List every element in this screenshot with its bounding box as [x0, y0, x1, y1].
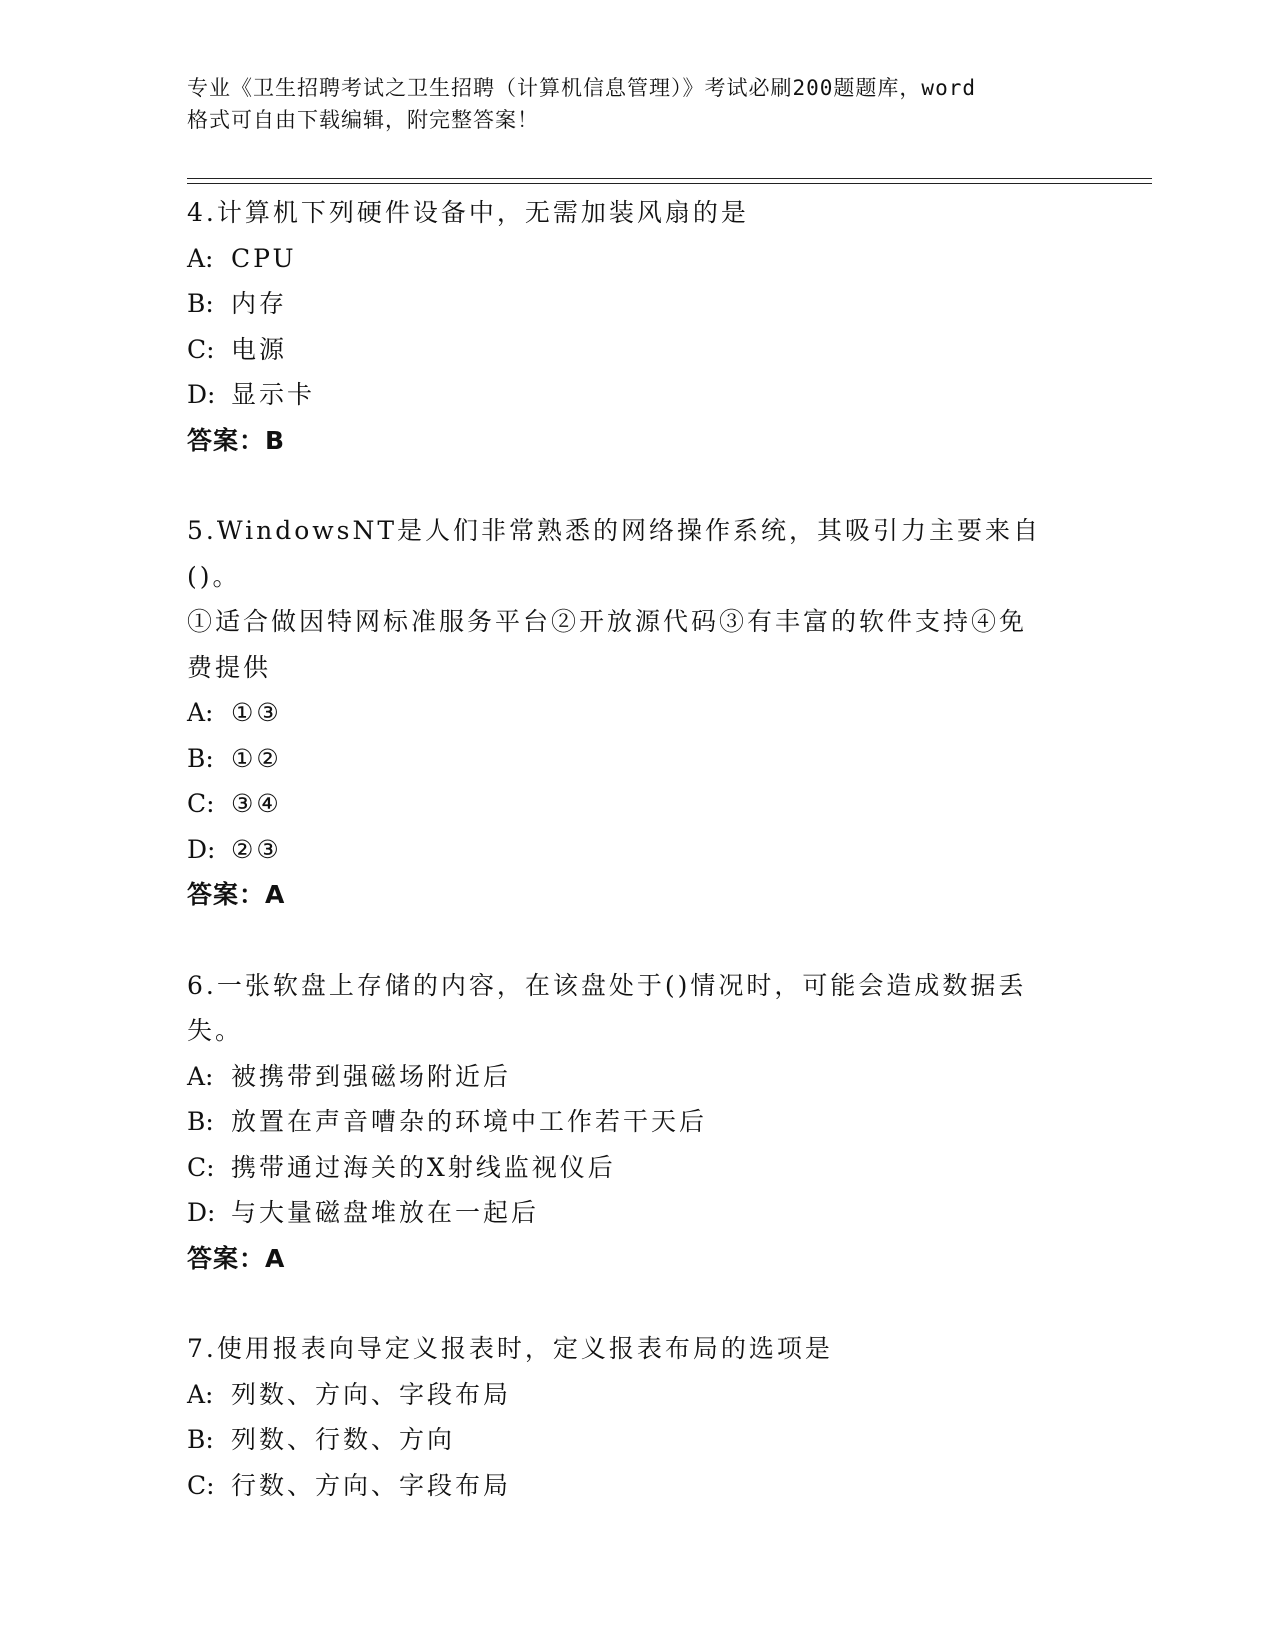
option-letter: A:: [187, 698, 214, 727]
option-letter: B:: [187, 1107, 214, 1136]
option-text: 与大量磁盘堆放在一起后: [231, 1198, 540, 1227]
option-c: [187, 1145, 1067, 1191]
option-b: [187, 1417, 1067, 1463]
option-a: [187, 1054, 1067, 1100]
header-line-2: 格式可自由下载编辑，附完整答案！: [187, 108, 539, 132]
option-text: 被携带到强磁场附近后: [231, 1061, 512, 1091]
option-a: [187, 236, 1067, 282]
option-letter: C:: [187, 789, 215, 818]
answer-line: 答案：A: [187, 1243, 286, 1273]
option-text: 放置在声音嘈杂的环境中工作若干天后: [231, 1107, 708, 1136]
question-text-line-1: 6.一张软盘上存储的内容，在该盘处于()情况时，可能会造成数据丢: [187, 970, 1027, 1000]
option-letter: B:: [187, 743, 214, 773]
option-letter: D:: [187, 1198, 216, 1227]
option-text: 电源: [231, 334, 288, 364]
option-text: ①③: [231, 698, 282, 727]
option-a: [187, 1372, 1067, 1418]
option-letter: C:: [187, 334, 215, 364]
option-b: [187, 736, 1067, 782]
option-text: ③④: [231, 789, 282, 818]
option-c: [187, 327, 1067, 373]
option-letter: A:: [187, 1379, 214, 1409]
option-text: ②③: [231, 834, 282, 864]
option-d: [187, 1190, 1067, 1236]
option-text: ①②: [231, 743, 282, 773]
header-divider-bottom: [187, 183, 1152, 184]
header-divider-top: [187, 178, 1152, 179]
option-letter: D:: [187, 380, 216, 409]
question-5: [187, 508, 1067, 918]
option-text: 行数、方向、字段布局: [231, 1470, 512, 1500]
option-c: [187, 1463, 1067, 1509]
question-text-line-3: 费提供: [187, 652, 272, 682]
question-4: [187, 190, 1067, 463]
question-text: 4.计算机下列硬件设备中，无需加装风扇的是: [187, 198, 749, 227]
option-text: 列数、方向、字段布局: [231, 1379, 512, 1409]
option-text: 显示卡: [231, 380, 316, 409]
option-letter: A:: [187, 243, 214, 273]
option-letter: B:: [187, 289, 214, 318]
question-text-line-2: ①适合做因特网标准服务平台②开放源代码③有丰富的软件支持④免: [187, 607, 1028, 636]
option-letter: D:: [187, 834, 216, 864]
header-line-1: 专业《卫生招聘考试之卫生招聘（计算机信息管理）》考试必刷200题题库，word: [187, 76, 976, 100]
option-letter: C:: [187, 1152, 215, 1182]
option-text: 携带通过海关的X射线监视仪后: [231, 1152, 616, 1182]
answer-line: 答案：A: [187, 880, 286, 909]
document-header: [187, 72, 1087, 136]
option-letter: C:: [187, 1470, 215, 1500]
question-text-line-1: 5.WindowsNT是人们非常熟悉的网络操作系统，其吸引力主要来自()。: [187, 516, 1042, 591]
question-list: [187, 190, 1067, 1553]
question-text-line-2: 失。: [187, 1016, 244, 1045]
option-d: [187, 827, 1067, 873]
option-letter: A:: [187, 1061, 214, 1091]
option-b: [187, 1099, 1067, 1145]
option-letter: B:: [187, 1425, 214, 1454]
option-text: 内存: [231, 289, 288, 318]
option-c: [187, 781, 1067, 827]
option-text: CPU: [231, 243, 297, 273]
option-d: [187, 372, 1067, 418]
question-text: 7.使用报表向导定义报表时，定义报表布局的选项是: [187, 1334, 833, 1363]
option-b: [187, 281, 1067, 327]
question-6: [187, 963, 1067, 1282]
option-text: 列数、行数、方向: [231, 1425, 456, 1454]
answer-line: 答案：B: [187, 425, 286, 455]
question-7: [187, 1326, 1067, 1508]
option-a: [187, 690, 1067, 736]
